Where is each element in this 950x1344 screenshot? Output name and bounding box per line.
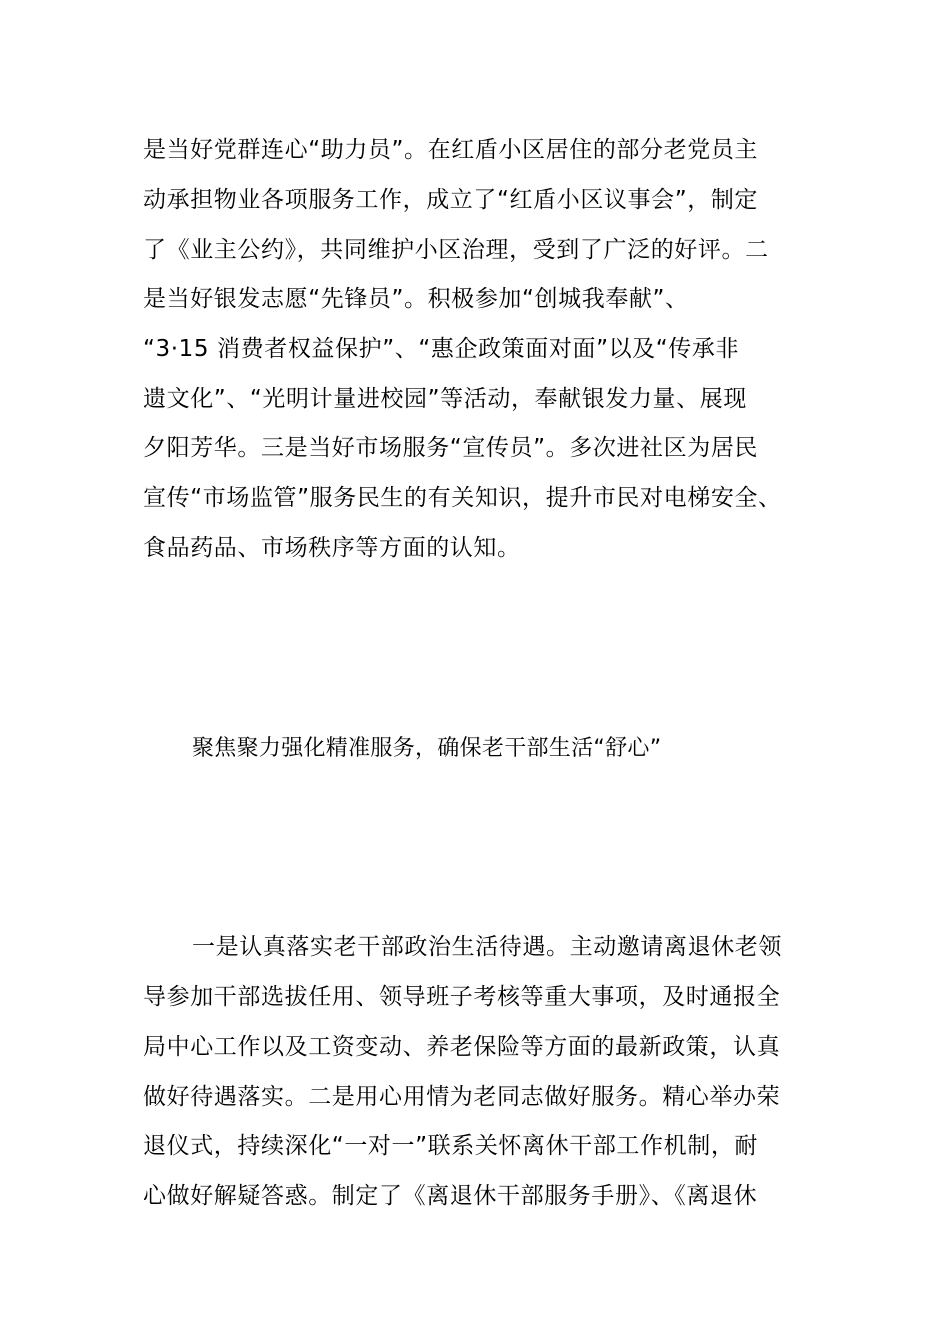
paragraph-line: 了《业主公约》，共同维护小区治理，受到了广泛的好评。二: [143, 237, 769, 263]
paragraph-line: 退仪式，持续深化“一对一”联系关怀离休干部工作机制，耐: [143, 1133, 759, 1159]
paragraph-line: 遗文化”、“光明计量进校园”等活动，奉献银发力量、展现: [143, 386, 747, 412]
paragraph-line: 一是认真落实老干部政治生活待遇。主动邀请离退休老领: [192, 934, 782, 960]
paragraph-line: 食品药品、市场秩序等方面的认知。: [143, 535, 521, 561]
paragraph-line: 局中心工作以及工资变动、养老保险等方面的最新政策，认真: [143, 1034, 781, 1060]
paragraph-line: 动承担物业各项服务工作，成立了“红盾小区议事会”，制定: [143, 187, 759, 213]
paragraph-line: 宣传“市场监管”服务民生的有关知识，提升市民对电梯安全、: [143, 485, 782, 511]
paragraph-line: 是当好党群连心“助力员”。在红盾小区居住的部分老党员主: [143, 137, 759, 163]
paragraph-line: “3·15 消费者权益保护”、“惠企政策面对面”以及“传承非: [143, 336, 740, 362]
paragraph-line: 夕阳芳华。三是当好市场服务“宣传员”。多次进社区为居民: [143, 435, 759, 461]
paragraph-line: 心做好解疑答惑。制定了《离退休干部服务手册》、《离退休: [143, 1183, 758, 1209]
section-heading: 聚焦聚力强化精准服务，确保老干部生活“舒心”: [192, 736, 662, 761]
paragraph-line: 做好待遇落实。二是用心用情为老同志做好服务。精心举办荣: [143, 1084, 781, 1110]
paragraph-line: 导参加干部选拔任用、领导班子考核等重大事项，及时通报全: [143, 984, 781, 1010]
paragraph-line: 是当好银发志愿“先锋员”。积极参加“创城我奉献”、: [143, 286, 689, 312]
